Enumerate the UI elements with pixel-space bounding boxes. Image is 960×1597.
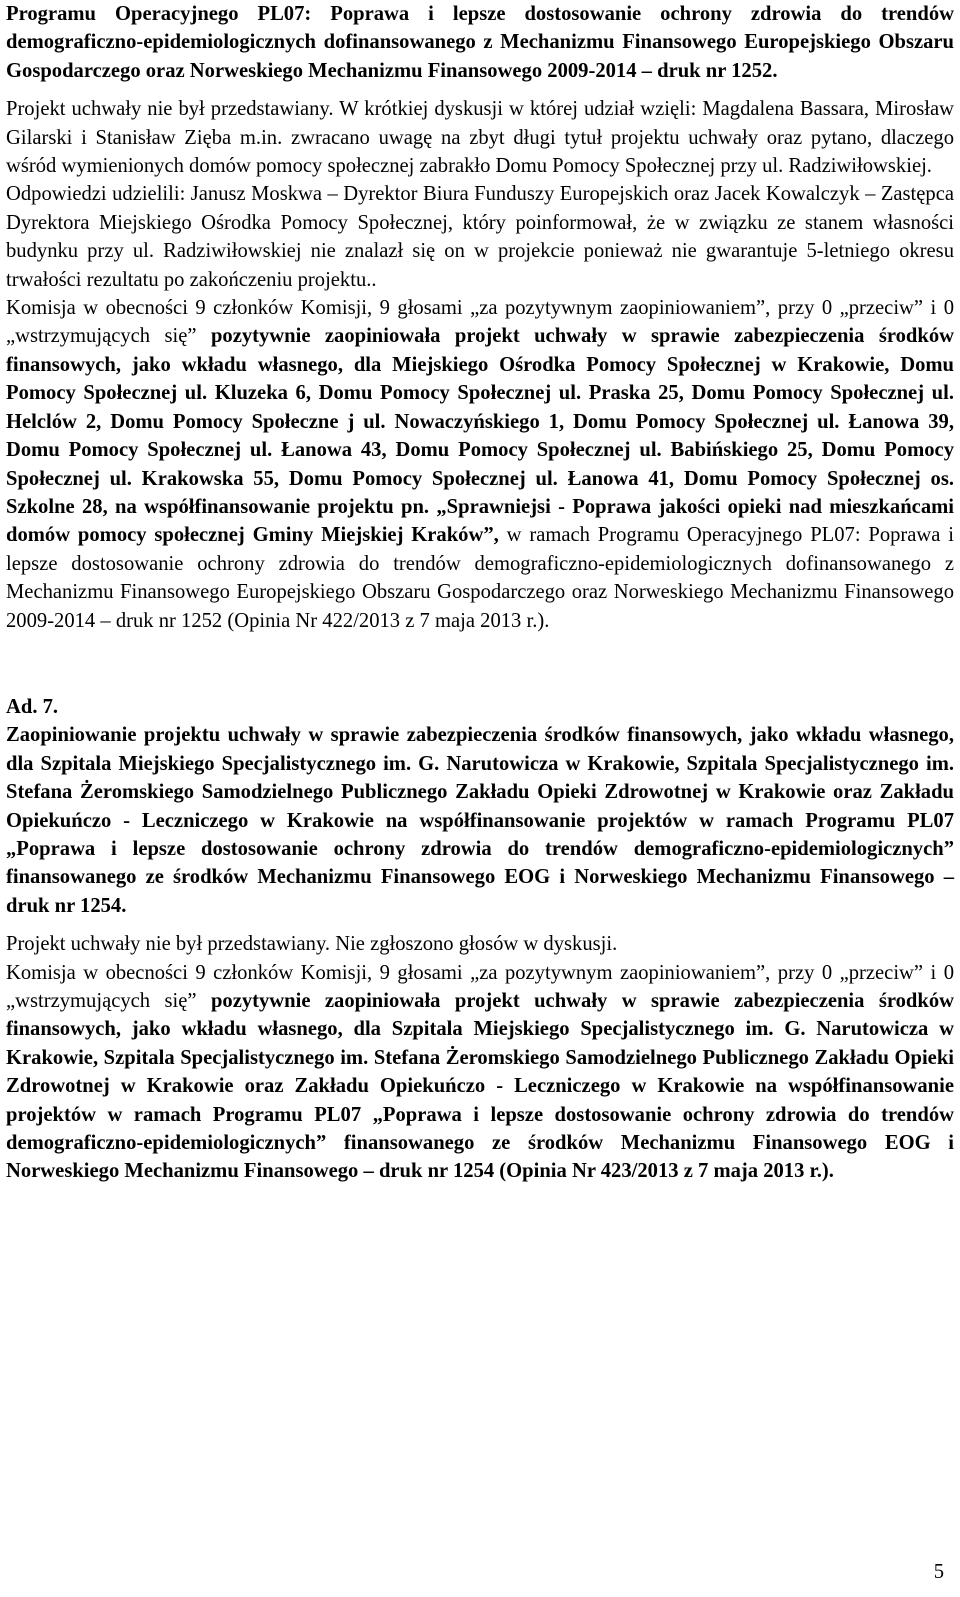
item7-vote: [6, 959, 954, 1186]
item6-title-tail: Programu Operacyjnego PL07: Poprawa i lepsze dostosowanie ochrony zdrowia do trendów demograficzno-epidemiologicznych dofinansowanego z Mechanizmu Finansowego Europejskiego Obszaru Gospodarczego oraz Norweskiego Mechanizmu Finansowego 2009-2014 – druk nr 1252.: [6, 3, 954, 82]
page-number: 5: [933, 1561, 944, 1583]
document-page: [6, 0, 954, 1186]
item7-vote-result: pozytywnie zaopiniowała projekt uchwały w sprawie zabezpieczenia środków finansowych, jako wkładu własnego, dla Szpitala Miejskiego Specjalistycznego im. G. Narutowicza w Krakowie, Szpitala Specjalistycznego im. Stefana Żeromskiego Samodzielnego Publicznego Zakładu Opieki Zdrowotnej w Krakowie oraz Zakładu Opiekuńczo - Leczniczego w Krakowie na współfinansowanie projektów w ramach Programu PL07 „Poprawa i lepsze dostosowanie ochrony zdrowia do trendów demograficzno-epidemiologicznych” finansowanego ze środków Mechanizmu Finansowego EOG i Norweskiego Mechanizmu Finansowego – druk nr 1254 (Opinia Nr 423/2013 z 7 maja 2013 r.).: [6, 990, 955, 1183]
item6-vote-intro: Komisja w obecności 9 członków Komisji, 9 głosami „za pozytywnym zaopiniowaniem”, przy 0 „przeciw” i 0 „wstrzymujących się”: [6, 297, 954, 348]
item6-answers: Odpowiedzi udzielili: Janusz Moskwa – Dyrektor Biura Funduszy Europejskich oraz Jacek Kowalczyk – Zastępca Dyrektora Miejskiego Ośrodka Pomocy Społecznej, który poinformował, że w związku ze stanem własności budynku przy ul. Radziwiłowskiej nie znalazł się on w projekcie ponieważ nie gwarantuje 5-letniego okresu trwałości rezultatu po zakończeniu projektu..: [6, 183, 954, 291]
item6-vote: [6, 294, 954, 635]
item6-discussion: Projekt uchwały nie był przedstawiany. W krótkiej dyskusji w której udział wzięli: Magdalena Bassara, Mirosław Gilarski i Stanisław Zięba m.in. zwracano uwagę na zbyt długi tytuł projektu uchwały oraz pytano, dlaczego wśród wymienionych domów pomocy społecznej zabrakło Domu Pomocy Społecznej przy ul. Radziwiłowskiej.: [6, 98, 954, 178]
item6-vote-tail: w ramach Programu Operacyjnego PL07: Poprawa i lepsze dostosowanie ochrony zdrowia do trendów demograficzno-epidemiologicznych dofinansowanego z Mechanizmu Finansowego Europejskiego Obszaru Gospodarczego oraz Norweskiego Mechanizmu Finansowego 2009-2014 – druk nr 1252 (Opinia Nr 422/2013 z 7 maja 2013 r.).: [6, 524, 954, 632]
item7-heading: Ad. 7.: [6, 695, 59, 718]
item7-title: Zaopiniowanie projektu uchwały w sprawie zabezpieczenia środków finansowych, jako wkładu własnego, dla Szpitala Miejskiego Specjalistycznego im. G. Narutowicza w Krakowie, Szpitala Specjalistycznego im. Stefana Żeromskiego Samodzielnego Publicznego Zakładu Opieki Zdrowotnej w Krakowie oraz Zakładu Opiekuńczo - Leczniczego w Krakowie na współfinansowanie projektów w ramach Programu PL07 „Poprawa i lepsze dostosowanie ochrony zdrowia do trendów demograficzno-epidemiologicznych” finansowanego ze środków Mechanizmu Finansowego EOG i Norweskiego Mechanizmu Finansowego – druk nr 1254.: [6, 724, 954, 917]
item7-vote-intro: Komisja w obecności 9 członków Komisji, 9 głosami „za pozytywnym zaopiniowaniem”, przy 0 „przeciw” i 0 „wstrzymujących się”: [6, 961, 954, 1012]
item7-discussion: Projekt uchwały nie był przedstawiany. Nie zgłoszono głosów w dyskusji.: [6, 933, 618, 956]
item6-vote-result: pozytywnie zaopiniowała projekt uchwały w sprawie zabezpieczenia środków finansowych, jako wkładu własnego, dla Miejskiego Ośrodka Pomocy Społecznej w Krakowie, Domu Pomocy Społecznej ul. Kluzeka 6, Domu Pomocy Społecznej ul. Praska 25, Domu Pomocy Społecznej ul. Helclów 2, Domu Pomocy Społeczne j ul. Nowaczyńskiego 1, Domu Pomocy Społecznej ul. Łanowa 39, Domu Pomocy Społecznej ul. Łanowa 43, Domu Pomocy Społecznej ul. Babińskiego 25, Domu Pomocy Społecznej ul. Krakowska 55, Domu Pomocy Społecznej ul. Łanowa 41, Domu Pomocy Społecznej os. Szkolne 28, na współfinansowanie projektu pn. „Sprawniejsi - Poprawa jakości opieki nad mieszkańcami domów pomocy społecznej Gminy Miejskiej Kraków”,: [6, 325, 955, 547]
